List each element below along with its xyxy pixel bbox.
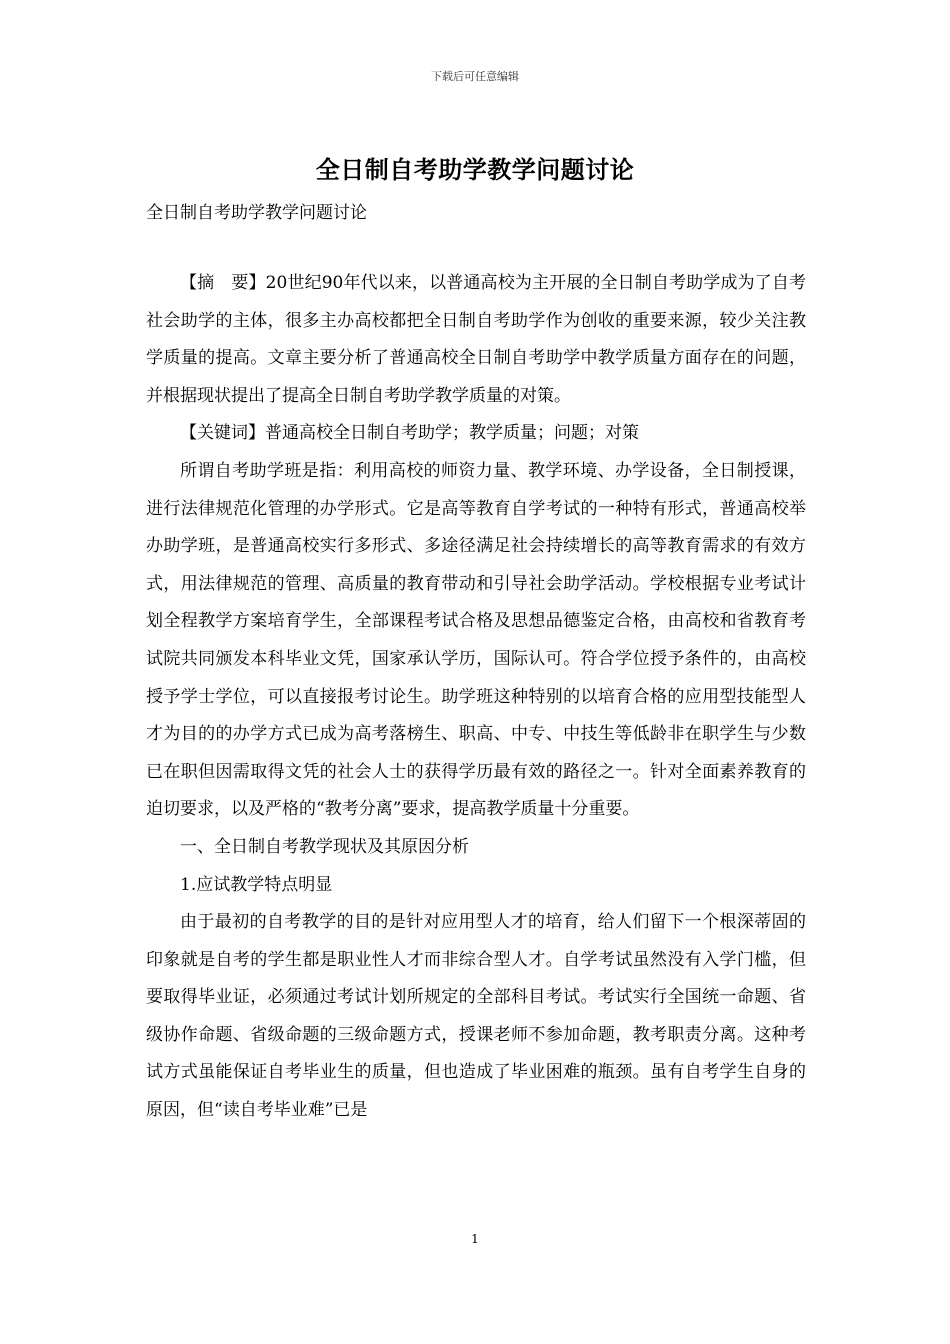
abstract-paragraph: 【摘 要】20世纪90年代以来，以普通高校为主开展的全日制自考助学成为了自考社会助学的主体，很多主办高校都把全日制自考助学作为创收的重要来源，较少关注教学质量的提高。文章主要分析了普通高校全日制自考助学中教学质量方面存在的问题，并根据现状提出了提高全日制自考助学教学质量的对策。 [146, 273, 806, 406]
document-body [146, 265, 806, 1130]
document-subtitle: 全日制自考助学教学问题讨论 [146, 203, 367, 223]
body-paragraph: 所谓自考助学班是指：利用高校的师资力量、教学环境、办学设备，全日制授课，进行法律规范化管理的办学形式。它是高等教育自学考试的一种特有形式，普通高校举办助学班，是普通高校实行多形式、多途径满足社会持续增长的高等教育需求的有效方式，用法律规范的管理、高质量的教育带动和引导社会助学活动。学校根据专业考试计划全程教学方案培育学生，全部课程考试合格及思想品德鉴定合格，由高校和省教育考试院共同颁发本科毕业文凭，国家承认学历，国际认可。符合学位授予条件的，由高校授予学士学位，可以直接报考讨论生。助学班这种特别的以培育合格的应用型技能型人才为目的的办学方式已成为高考落榜生、职高、中专、中技生等低龄非在职学生与少数已在职但因需取得文凭的社会人士的获得学历最有效的路径之一。针对全面素养教育的迫切要求，以及严格的“教考分离”要求，提高教学质量十分重要。 [146, 460, 806, 820]
section-heading: 一、全日制自考教学现状及其原因分析 [180, 836, 469, 857]
header-note: 下载后可任意编辑 [431, 70, 519, 83]
page-number: 1 [471, 1232, 479, 1246]
keywords-paragraph: 【关键词】普通高校全日制自考助学；教学质量；问题；对策 [180, 423, 639, 444]
document-title: 全日制自考助学教学问题讨论 [315, 155, 635, 184]
body-paragraph: 由于最初的自考教学的目的是针对应用型人才的培育，给人们留下一个根深蒂固的印象就是自考的学生都是职业性人才而非综合型人才。自学考试虽然没有入学门槛，但要取得毕业证，必须通过考试计划所规定的全部科目考试。考试实行全国统一命题、省级协作命题、省级命题的三级命题方式，授课老师不参加命题，教考职责分离。这种考试方式虽能保证自考毕业生的质量，但也造成了毕业困难的瓶颈。虽有自考学生自身的原因，但“读自考毕业难”已是 [146, 912, 806, 1121]
subsection-heading: 1.应试教学特点明显 [180, 874, 333, 895]
